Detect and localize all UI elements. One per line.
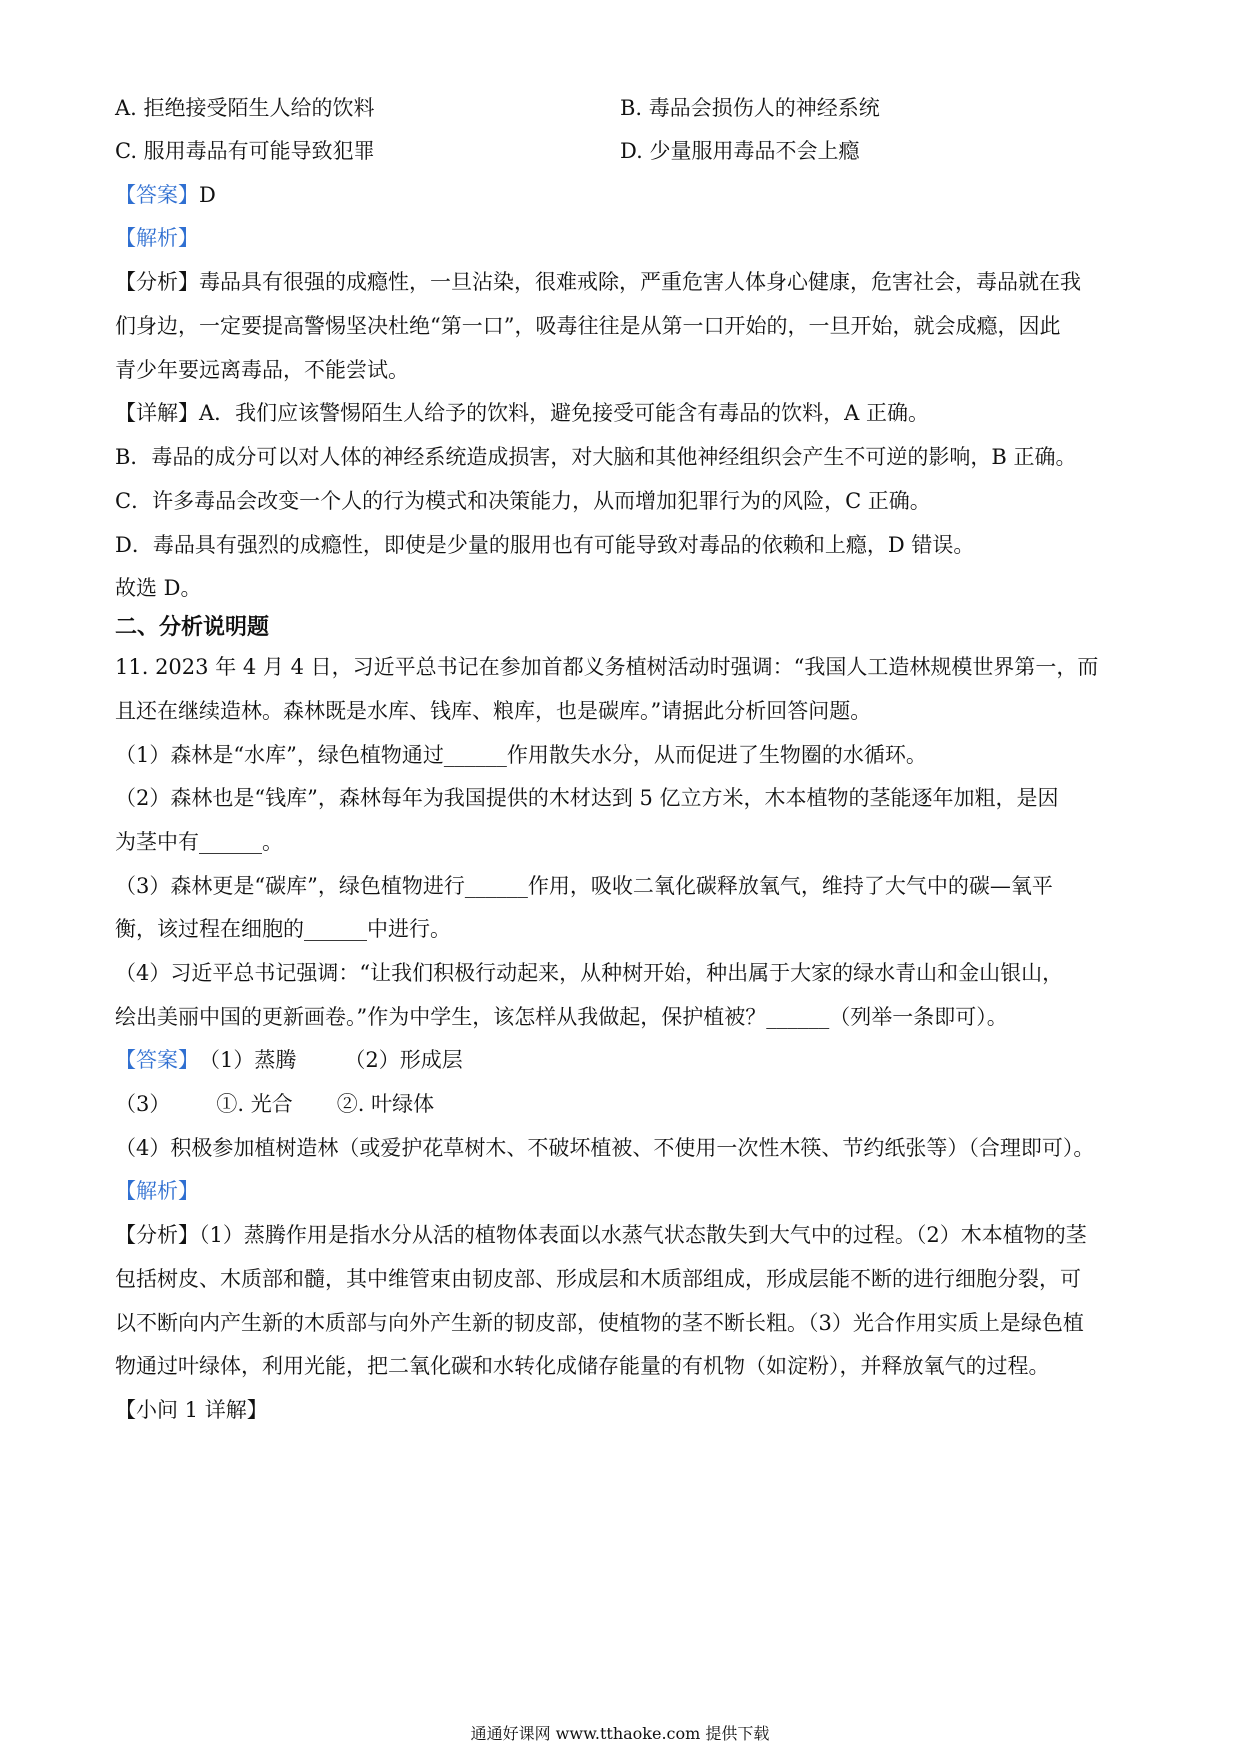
fenxi-text: 毒品具有很强的成瘾性，一旦沾染，很难戒除，严重危害人体身心健康，危害社会，毒品就在我	[199, 270, 1081, 294]
q11-sub-4-line-1: （4）习近平总书记强调：“让我们积极行动起来，从种树开始，种出属于大家的绿水青山和金山银山，	[115, 961, 1064, 985]
q10-conclusion: 故选 D。	[115, 576, 202, 600]
q11-sub1-detail-tag: 【小问 1 详解】	[115, 1398, 268, 1422]
analysis-tag: 【解析】	[115, 1179, 199, 1203]
answer-3-b: ②. 叶绿体	[336, 1092, 435, 1116]
q11-sub-4-line-2: 绘出美丽中国的更新画卷。”作为中学生，该怎样从我做起，保护植被？______（列举一条即可）。	[115, 1005, 1008, 1029]
answer-tag: 【答案】	[115, 183, 199, 207]
q11-sub-3-line-2: 衡，该过程在细胞的______中进行。	[115, 917, 451, 941]
answer-tag: 【答案】	[115, 1048, 199, 1072]
q10-answer	[115, 181, 1135, 209]
q10-detail-line-b: B．毒品的成分可以对人体的神经系统造成损害，对大脑和其他神经组织会产生不可逆的影响，B 正确。	[115, 445, 1077, 469]
q10-fenxi-line-2: 们身边，一定要提高警惕坚决杜绝“第一口”，吸毒往往是从第一口开始的，一旦开始，就会成瘾，因此	[115, 314, 1061, 338]
q11-fenxi-line-2: 包括树皮、木质部和髓，其中维管束由韧皮部、形成层和木质部组成，形成层能不断的进行细胞分裂，可	[115, 1267, 1081, 1291]
option-d: D. 少量服用毒品不会上瘾	[620, 139, 860, 163]
q11-sub-2-line-1: （2）森林也是“钱库”，森林每年为我国提供的木材达到 5 亿立方米，木本植物的茎能逐年加粗，是因	[115, 786, 1059, 810]
fenxi-tag: 【分析】	[115, 1223, 199, 1247]
q11-sub-1: （1）森林是“水库”，绿色植物通过______作用散失水分，从而促进了生物圈的水循环。	[115, 743, 927, 767]
answer-value: D	[199, 183, 216, 207]
q10-analysis-tag	[115, 224, 1135, 252]
answer-2: （2）形成层	[344, 1048, 463, 1072]
q11-answer-row-3	[115, 1090, 1135, 1118]
q11-fenxi-line-1	[115, 1221, 1135, 1249]
q10-detail-line-a	[115, 399, 1135, 427]
answer-1: （1）蒸腾	[199, 1048, 297, 1072]
q10-fenxi-line-1	[115, 268, 1135, 296]
analysis-tag: 【解析】	[115, 226, 199, 250]
answer-3-label: （3）	[115, 1092, 171, 1116]
q11-stem-line-2: 且还在继续造林。森林既是水库、钱库、粮库，也是碳库。”请据此分析回答问题。	[115, 699, 872, 723]
fenxi-text: （1）蒸腾作用是指水分从活的植物体表面以水蒸气状态散失到大气中的过程。（2）木本植物的茎	[199, 1223, 1087, 1247]
fenxi-tag: 【分析】	[115, 270, 199, 294]
q11-analysis-tag	[115, 1177, 1135, 1205]
option-b: B. 毒品会损伤人的神经系统	[620, 96, 880, 120]
answer-3-a: ①. 光合	[216, 1092, 293, 1116]
q11-answer-row-1	[115, 1046, 1135, 1074]
q10-detail-line-c: C．许多毒品会改变一个人的行为模式和决策能力，从而增加犯罪行为的风险，C 正确。	[115, 489, 931, 513]
q11-fenxi-line-4: 物通过叶绿体，利用光能，把二氧化碳和水转化成储存能量的有机物（如淀粉），并释放氧气的过程。	[115, 1354, 1050, 1378]
detail-text: A．我们应该警惕陌生人给予的饮料，避免接受可能含有毒品的饮料，A 正确。	[199, 401, 930, 425]
option-a: A. 拒绝接受陌生人给的饮料	[115, 96, 375, 120]
q11-fenxi-line-3: 以不断向内产生新的木质部与向外产生新的韧皮部，使植物的茎不断长粗。（3）光合作用实质上是绿色植	[115, 1311, 1084, 1335]
q10-fenxi-line-3: 青少年要远离毒品，不能尝试。	[115, 358, 409, 382]
option-c: C. 服用毒品有可能导致犯罪	[115, 139, 375, 163]
q11-sub-2-line-2: 为茎中有______。	[115, 830, 283, 854]
q11-sub-3-line-1: （3）森林更是“碳库”，绿色植物进行______作用，吸收二氧化碳释放氧气，维持了大气中的碳—氧平	[115, 874, 1053, 898]
q10-detail-line-d: D．毒品具有强烈的成瘾性，即使是少量的服用也有可能导致对毒品的依赖和上瘾，D 错误。	[115, 533, 975, 557]
q11-stem-line-1: 11. 2023 年 4 月 4 日，习近平总书记在参加首都义务植树活动时强调：“我国人工造林规模世界第一，而	[115, 655, 1099, 679]
section-heading: 二、分析说明题	[115, 615, 270, 640]
q11-answer-4: （4）积极参加植树造林（或爱护花草树木、不破坏植被、不使用一次性木筷、节约纸张等）（合理即可）。	[115, 1136, 1095, 1160]
detail-tag: 【详解】	[115, 401, 199, 425]
footer-credit: 通通好课网 www.tthaoke.com 提供下载	[470, 1724, 770, 1743]
